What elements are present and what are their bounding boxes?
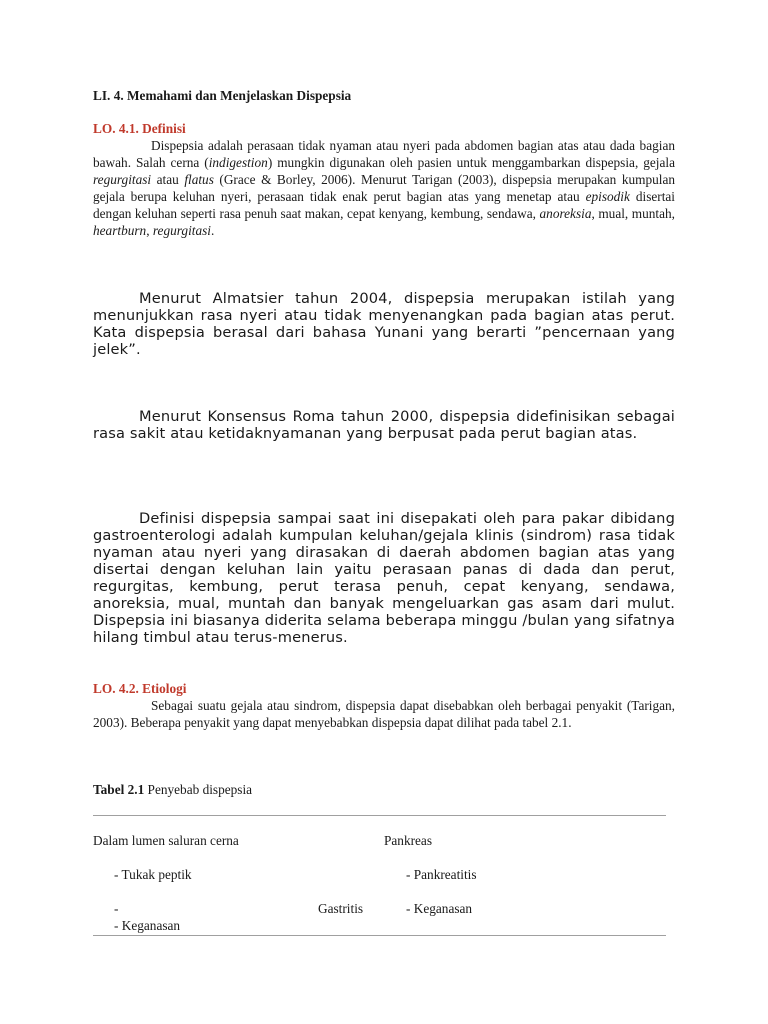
- table-top-rule: [93, 815, 666, 816]
- italic-term: regurgitasi: [93, 172, 152, 188]
- italic-term: heartburn: [93, 223, 147, 239]
- paragraph-almatsier: Menurut Almatsier tahun 2004, dispepsia merupakan istilah yang menunjukkan rasa nyeri atau tidak menyenangkan pada bagian atas perut. Kata dispepsia berasal dari bahasa Yunani yang berarti ”pencernaan yang jelek”.: [93, 290, 675, 358]
- italic-term: flatus: [184, 172, 214, 188]
- table-caption: [93, 782, 252, 798]
- paragraph-definisi-1: [93, 137, 675, 240]
- table-cell-keganasan-pankreas: - Keganasan: [406, 901, 473, 916]
- italic-term: regurgitasi: [152, 223, 211, 239]
- italic-term: episodik: [585, 189, 630, 205]
- italic-term: anoreksia: [539, 206, 592, 222]
- table-caption-text: Penyebab dispepsia: [144, 782, 253, 797]
- text-run: , mual, muntah,: [591, 206, 675, 222]
- italic-term: indigestion: [208, 155, 268, 171]
- table-header-pankreas: Pankreas: [384, 833, 432, 848]
- text-run: ) mungkin digunakan oleh pasien untuk menggambarkan dispepsia, gejala: [267, 155, 675, 171]
- paragraph-definisi-pakar: Definisi dispepsia sampai saat ini disepakati oleh para pakar dibidang gastroenterologi adalah kumpulan keluhan/gejala klinis (sindrom) rasa tidak nyaman atau nyeri yang dirasakan di daerah abdomen bagian atas yang disertai dengan keluhan lain yaitu perasaan panas di dada dan perut, regurgitas, kembung, perut terasa penuh, cepat kenyang, sendawa, anoreksia, mual, muntah dan banyak mengeluarkan gas asam dari mulut. Dispepsia ini biasanya diderita selama beberapa minggu /bulan yang sifatnya hilang timbul atau terus-menerus.: [93, 510, 675, 646]
- text-run: .: [210, 223, 215, 239]
- page-title: LI. 4. Memahami dan Menjelaskan Dispepsia: [93, 88, 352, 103]
- text-run: (Grace & Borley, 2006). Menurut Tarigan (2003), dispepsia merupakan kumpulan gejala berupa keluhan nyeri, perasaan tidak enak perut bagian atas yang menetap atau: [93, 172, 676, 205]
- table-cell-pankreatitis: - Pankreatitis: [406, 867, 477, 882]
- table-cell-keganasan-lumen: - Keganasan: [114, 918, 181, 933]
- paragraph-konsensus-roma: Menurut Konsensus Roma tahun 2000, dispepsia didefinisikan sebagai rasa sakit atau ketidaknyamanan yang berpusat pada perut bagian atas.: [93, 408, 675, 442]
- section-heading-etiologi: LO. 4.2. Etiologi: [93, 681, 187, 696]
- table-cell-gastritis: Gastritis: [318, 901, 364, 916]
- table-cell-bullet-dash: -: [114, 901, 119, 916]
- table-bottom-rule: [93, 935, 666, 936]
- text-run: Dispepsia adalah perasaan tidak nyaman atau nyeri pada abdomen bagian atas atau dada bagian bawah. Salah cerna (: [93, 138, 675, 171]
- table-caption-label: Tabel 2.1: [93, 782, 145, 797]
- text-run: atau: [151, 172, 185, 188]
- table-cell-tukak-peptik: - Tukak peptik: [114, 867, 192, 882]
- table-header-lumen: Dalam lumen saluran cerna: [93, 833, 239, 848]
- text-run: ,: [146, 223, 153, 239]
- section-heading-definisi: LO. 4.1. Definisi: [93, 121, 186, 136]
- paragraph-etiologi: Sebagai suatu gejala atau sindrom, dispepsia dapat disebabkan oleh berbagai penyakit (Tarigan, 2003). Beberapa penyakit yang dapat menyebabkan dispepsia dapat dilihat pada tabel 2.1.: [93, 698, 675, 731]
- text-run: disertai dengan keluhan seperti rasa penuh saat makan, cepat kenyang, kembung, sendawa,: [93, 189, 675, 222]
